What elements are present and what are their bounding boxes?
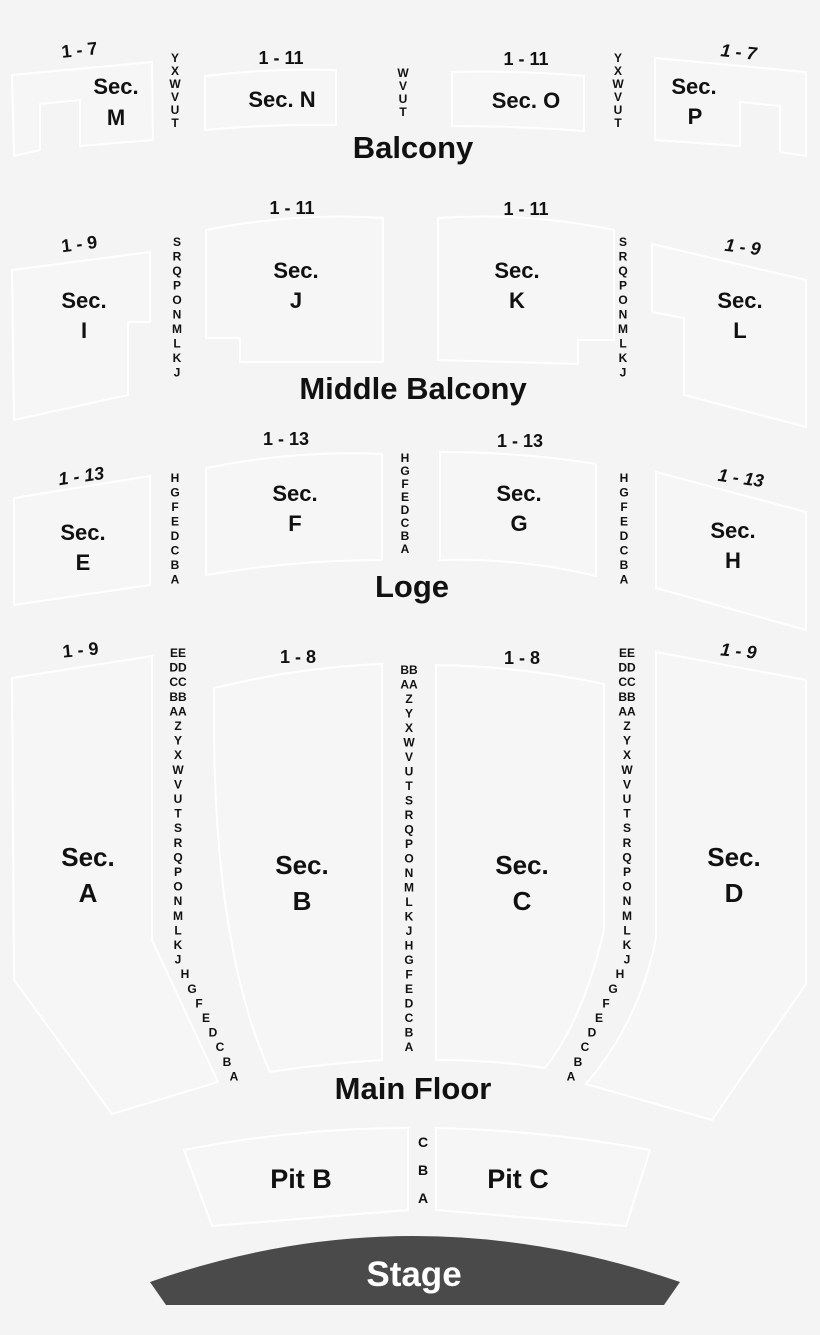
main-center-row-m: M: [404, 880, 414, 895]
main-center-row-q: Q: [404, 822, 414, 837]
main-center-row-n: N: [404, 866, 414, 880]
section-i-letter: I: [80, 318, 88, 343]
main-right-row-cc: CC: [618, 675, 636, 690]
loge-left-row-c: C: [170, 543, 180, 558]
main-right-row-h: H: [615, 967, 625, 982]
balcony-right-row-x: X: [613, 64, 623, 78]
main-center-row-r: R: [404, 808, 414, 822]
main-right-row-v: V: [622, 777, 632, 792]
loge-center-row-f: F: [401, 477, 409, 491]
section-j-seat-range: 1 - 11: [269, 198, 315, 218]
section-k-letter: K: [509, 288, 525, 313]
middle-right-row-l: L: [619, 336, 627, 351]
section-d-seat-range: 1 - 9: [719, 639, 758, 663]
section-a-label: Sec.: [61, 842, 115, 872]
section-b-seat-range: 1 - 8: [279, 647, 317, 667]
main-right-row-m: M: [622, 908, 632, 923]
main-left-row-j: J: [174, 952, 182, 967]
main-right-row-aa: AA: [618, 704, 636, 719]
main-right-row-e: E: [594, 1011, 604, 1025]
loge-center-row-c: C: [400, 516, 410, 530]
section-p-shape[interactable]: [655, 58, 806, 156]
section-e-letter: E: [75, 550, 91, 575]
section-p-seat-range: 1 - 7: [719, 40, 758, 64]
balcony-right-row-w: W: [612, 77, 624, 91]
section-d-label: Sec.: [707, 842, 761, 872]
section-n-label: Sec. N: [248, 87, 316, 112]
balcony-right-row-t: T: [614, 116, 622, 130]
main-center-row-e: E: [404, 982, 414, 996]
middle-right-row-r: R: [618, 249, 628, 264]
main-center-row-t: T: [405, 779, 413, 793]
section-h-seat-range: 1 - 13: [716, 464, 766, 492]
main-right-row-l: L: [623, 923, 631, 938]
main-right-row-j: J: [623, 952, 631, 967]
middle-right-row-p: P: [618, 278, 628, 293]
main-right-row-ee: EE: [618, 646, 636, 660]
main-center-row-a: A: [404, 1040, 414, 1054]
main-left-row-aa: AA: [169, 704, 187, 719]
main-right-row-y: Y: [622, 733, 632, 748]
balcony-left-row-x: X: [170, 64, 180, 78]
middle-left-row-s: S: [172, 235, 182, 249]
section-m-label: Sec.: [93, 74, 139, 99]
section-b-letter: B: [292, 886, 312, 916]
main-left-row-cc: CC: [169, 675, 187, 690]
level-balcony: Balcony: [352, 130, 474, 165]
middle-right-row-q: Q: [618, 264, 628, 278]
main-center-row-x: X: [404, 721, 414, 735]
main-center-row-w: W: [403, 735, 415, 750]
section-h-label: Sec.: [710, 518, 756, 543]
balcony-right-row-v: V: [613, 90, 623, 104]
section-m-letter: M: [106, 105, 126, 130]
middle-left-row-r: R: [172, 249, 182, 264]
main-center-row-f: F: [405, 967, 413, 982]
main-left-row-v: V: [173, 777, 183, 792]
main-left-row-n: N: [173, 894, 183, 909]
main-left-row-dd: DD: [169, 660, 187, 675]
stage-label: Stage: [366, 1255, 462, 1294]
balcony-center-row-t: T: [399, 105, 407, 119]
main-center-row-u: U: [404, 764, 414, 779]
section-a-shape[interactable]: [12, 656, 218, 1114]
pit-b-label: Pit B: [270, 1164, 332, 1194]
loge-left-row-b: B: [170, 558, 180, 572]
main-right-row-b: B: [573, 1054, 583, 1069]
pit-center-row-b: B: [417, 1162, 429, 1178]
main-left-row-g: G: [187, 981, 197, 996]
main-right-row-d: D: [587, 1025, 597, 1040]
section-a-letter: A: [78, 878, 98, 908]
main-right-row-dd: DD: [618, 660, 636, 675]
balcony-right-row-u: U: [613, 103, 623, 117]
section-b-label: Sec.: [275, 850, 329, 880]
main-center-row-y: Y: [404, 706, 414, 721]
loge-center-row-d: D: [400, 503, 410, 517]
section-j-letter: J: [289, 288, 303, 313]
main-left-row-l: L: [174, 923, 182, 938]
pit-center-row-a: A: [417, 1190, 429, 1206]
loge-right-row-d: D: [619, 529, 629, 543]
main-right-row-g: G: [608, 981, 618, 996]
main-left-row-y: Y: [173, 733, 183, 748]
main-right-row-q: Q: [622, 850, 632, 865]
main-left-row-w: W: [172, 762, 184, 777]
level-main-floor: Main Floor: [334, 1071, 492, 1106]
middle-left-row-p: P: [172, 278, 182, 293]
main-right-row-n: N: [622, 894, 632, 909]
loge-center-row-e: E: [400, 490, 410, 504]
balcony-center-row-w: W: [397, 66, 409, 80]
main-left-row-k: K: [173, 938, 183, 952]
section-c-label: Sec.: [495, 850, 549, 880]
main-right-row-w: W: [621, 762, 633, 777]
main-left-row-e: E: [201, 1011, 211, 1025]
pit-center-row-c: C: [417, 1134, 429, 1150]
main-left-row-z: Z: [174, 719, 182, 733]
section-f-seat-range: 1 - 13: [262, 429, 310, 449]
main-right-row-a: A: [566, 1069, 576, 1084]
balcony-left-row-w: W: [169, 77, 181, 91]
main-left-row-m: M: [173, 908, 183, 923]
main-right-row-bb: BB: [618, 689, 636, 704]
loge-right-row-h: H: [619, 471, 629, 485]
section-d-shape[interactable]: [586, 652, 806, 1120]
loge-center-row-h: H: [400, 451, 410, 465]
main-right-row-u: U: [622, 792, 632, 806]
loge-left-row-a: A: [170, 572, 180, 587]
middle-left-row-n: N: [172, 307, 182, 322]
loge-left-row-f: F: [171, 500, 179, 514]
middle-right-row-j: J: [619, 365, 627, 380]
main-left-row-q: Q: [173, 850, 183, 865]
main-right-row-o: O: [622, 879, 632, 894]
section-f-letter: F: [288, 511, 302, 536]
loge-right-row-g: G: [619, 485, 629, 500]
main-left-row-c: C: [215, 1040, 225, 1055]
section-n-seat-range: 1 - 11: [258, 48, 304, 68]
section-e-seat-range: 1 - 13: [56, 462, 106, 490]
middle-left-row-l: L: [173, 336, 181, 351]
balcony-center-row-u: U: [398, 92, 408, 106]
main-center-row-v: V: [404, 750, 414, 764]
section-k-seat-range: 1 - 11: [503, 199, 549, 219]
main-center-row-d: D: [404, 996, 414, 1011]
main-center-row-l: L: [405, 895, 413, 909]
main-center-row-p: P: [404, 837, 414, 851]
main-right-row-t: T: [623, 806, 631, 821]
section-c-seat-range: 1 - 8: [503, 648, 541, 668]
middle-right-row-o: O: [618, 293, 628, 307]
main-left-row-a: A: [229, 1069, 239, 1084]
balcony-left-row-v: V: [170, 90, 180, 104]
section-l-shape[interactable]: [652, 244, 806, 427]
section-k-label: Sec.: [494, 258, 540, 283]
balcony-left-row-y: Y: [170, 51, 180, 65]
loge-left-row-d: D: [170, 529, 180, 543]
main-left-row-h: H: [180, 967, 190, 982]
main-center-row-k: K: [404, 909, 414, 924]
main-center-row-z: Z: [405, 692, 413, 706]
main-center-row-j: J: [405, 924, 413, 938]
main-left-row-f: F: [195, 996, 203, 1011]
section-k-shape[interactable]: [438, 217, 614, 365]
main-right-row-z: Z: [623, 719, 631, 733]
balcony-center-row-v: V: [398, 79, 408, 93]
main-center-row-h: H: [404, 938, 414, 953]
middle-right-row-m: M: [618, 322, 628, 336]
section-g-label: Sec.: [496, 481, 542, 506]
main-left-row-o: O: [173, 879, 183, 894]
middle-left-row-k: K: [172, 351, 182, 365]
main-right-row-s: S: [622, 821, 632, 836]
loge-right-row-e: E: [619, 514, 629, 529]
main-left-row-p: P: [173, 865, 183, 879]
middle-left-row-m: M: [172, 322, 182, 336]
section-i-label: Sec.: [61, 288, 107, 313]
main-left-row-ee: EE: [169, 646, 187, 660]
loge-right-row-f: F: [620, 500, 628, 514]
section-d-letter: D: [724, 878, 744, 908]
main-right-row-f: F: [602, 996, 610, 1011]
loge-right-row-b: B: [619, 558, 629, 572]
pit-c-label: Pit C: [487, 1164, 549, 1194]
main-left-row-r: R: [173, 835, 183, 850]
section-p-label: Sec.: [671, 74, 717, 99]
section-g-seat-range: 1 - 13: [496, 431, 544, 451]
main-left-row-bb: BB: [169, 689, 187, 704]
section-a-seat-range: 1 - 9: [61, 638, 100, 662]
section-p-letter: P: [687, 104, 703, 129]
loge-left-row-e: E: [170, 514, 180, 529]
loge-center-row-g: G: [400, 464, 410, 478]
balcony-left-row-t: T: [171, 116, 179, 130]
loge-right-row-a: A: [619, 572, 629, 587]
loge-left-row-g: G: [170, 485, 180, 500]
section-l-seat-range: 1 - 9: [723, 234, 762, 260]
main-center-row-g: G: [404, 953, 414, 967]
balcony-left-row-u: U: [170, 103, 180, 117]
main-center-row-bb: BB: [400, 663, 418, 677]
middle-left-row-j: J: [173, 365, 181, 380]
section-f-label: Sec.: [272, 481, 318, 506]
main-center-row-o: O: [404, 851, 414, 866]
section-o-label: Sec. O: [491, 88, 561, 113]
loge-right-row-c: C: [619, 543, 629, 558]
main-right-row-c: C: [580, 1040, 590, 1055]
middle-right-row-k: K: [618, 351, 628, 365]
main-right-row-x: X: [622, 748, 632, 763]
level-loge: Loge: [374, 569, 450, 604]
main-left-row-x: X: [173, 748, 183, 763]
main-right-row-r: R: [622, 835, 632, 850]
main-center-row-c: C: [404, 1011, 414, 1025]
middle-right-row-n: N: [618, 307, 628, 322]
section-m-seat-range: 1 - 7: [60, 38, 99, 62]
section-o-seat-range: 1 - 11: [503, 49, 549, 69]
main-left-row-s: S: [173, 821, 183, 836]
section-c-letter: C: [512, 886, 532, 916]
middle-right-row-s: S: [618, 235, 628, 249]
section-j-label: Sec.: [273, 258, 319, 283]
main-center-row-aa: AA: [400, 677, 418, 692]
level-middle-balcony: Middle Balcony: [299, 371, 527, 406]
main-right-row-k: K: [622, 938, 632, 952]
main-center-row-s: S: [404, 793, 414, 808]
middle-left-row-o: O: [172, 293, 182, 307]
main-left-row-b: B: [222, 1054, 232, 1069]
loge-left-row-h: H: [170, 471, 180, 485]
section-i-seat-range: 1 - 9: [60, 231, 99, 257]
main-left-row-u: U: [173, 792, 183, 806]
main-right-row-p: P: [622, 865, 632, 879]
loge-center-row-a: A: [400, 542, 410, 556]
middle-left-row-q: Q: [172, 264, 182, 278]
balcony-right-row-y: Y: [613, 51, 623, 65]
main-center-row-b: B: [404, 1025, 414, 1040]
loge-center-row-b: B: [400, 529, 410, 543]
main-left-row-t: T: [174, 806, 182, 821]
main-left-row-d: D: [208, 1025, 218, 1040]
section-g-letter: G: [510, 511, 528, 536]
section-l-label: Sec.: [717, 288, 763, 313]
section-e-label: Sec.: [60, 520, 106, 545]
section-h-letter: H: [725, 548, 741, 573]
section-l-letter: L: [733, 318, 747, 343]
